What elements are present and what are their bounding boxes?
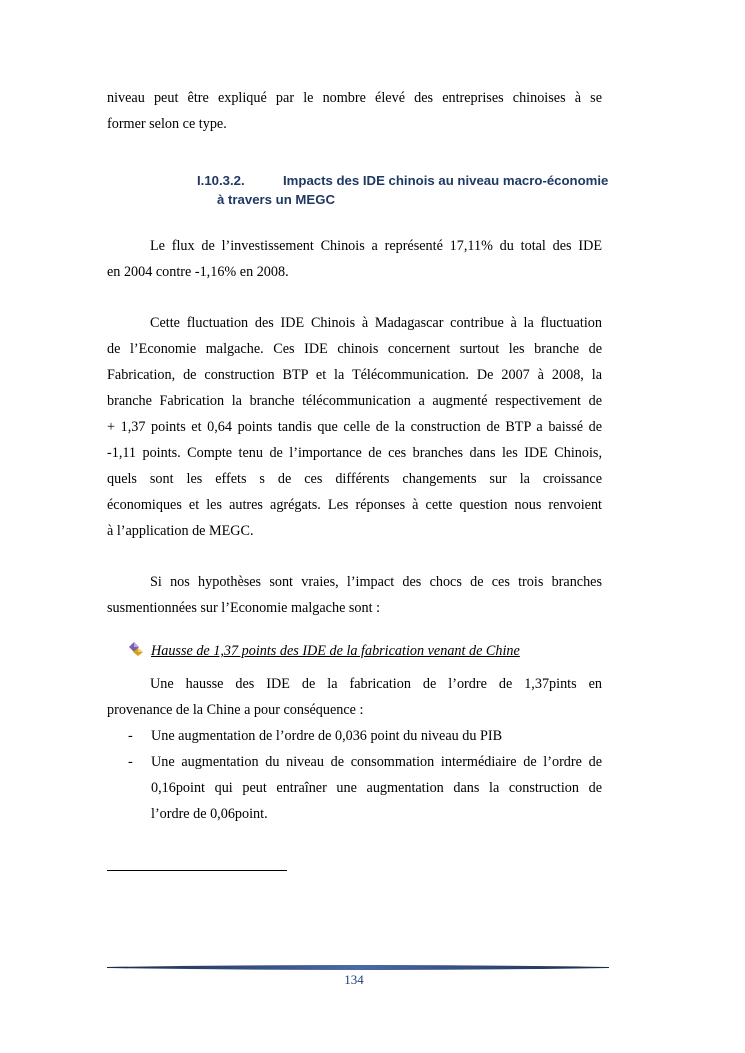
- page-number: 134: [344, 972, 364, 987]
- paragraph-hypotheses: [107, 569, 602, 621]
- text-line: l’ordre de 0,06point.: [151, 806, 268, 822]
- text-line: niveau peut être expliqué par le nombre élevé des entreprises chinoises à se: [107, 90, 602, 106]
- text-line: + 1,37 points et 0,64 points tandis que celle de la construction de BTP a baissé de: [107, 419, 602, 435]
- text-line: susmentionnées sur l’Economie malgache sont :: [107, 600, 381, 616]
- footnote-separator: [107, 870, 287, 871]
- text-line: Fabrication, de construction BTP et la Télécommunication. De 2007 à 2008, la: [107, 367, 602, 383]
- list-dash: -: [128, 754, 133, 770]
- text-line: quels sont les effets s de ces différents changements sur la croissance: [107, 471, 602, 487]
- text-line: Le flux de l’investissement Chinois a représenté 17,11% du total des IDE: [150, 238, 602, 254]
- text-line: en 2004 contre -1,16% en 2008.: [107, 264, 289, 280]
- footer-rule: [107, 964, 609, 972]
- bullet-heading: Hausse de 1,37 points des IDE de la fabrication venant de Chine: [151, 643, 520, 659]
- paragraph-fluctuation: [107, 310, 602, 544]
- text-line: Une augmentation du niveau de consommation intermédiaire de l’ordre de: [151, 754, 602, 770]
- paragraph-intro: [107, 85, 602, 137]
- section-heading: [197, 171, 608, 209]
- section-title-line1: Impacts des IDE chinois au niveau macro-économie: [283, 173, 609, 188]
- text-line: 0,16point qui peut entraîner une augmentation dans la construction de: [151, 780, 602, 796]
- diamond-bullet-icon: [128, 642, 144, 656]
- section-title-line2: à travers un MEGC: [217, 192, 335, 207]
- text-line: former selon ce type.: [107, 116, 227, 132]
- text-line: économiques et les autres agrégats. Les réponses à cette question nous renvoient: [107, 497, 602, 513]
- text-line: Une augmentation de l’ordre de 0,036 point du niveau du PIB: [151, 728, 503, 744]
- text-line: Cette fluctuation des IDE Chinois à Madagascar contribue à la fluctuation: [150, 315, 602, 331]
- text-line: Une hausse des IDE de la fabrication de l’ordre de 1,37pints en: [150, 676, 602, 692]
- paragraph-flux: [107, 233, 602, 285]
- paragraph-hausse: [107, 671, 602, 723]
- list-item: [151, 749, 602, 827]
- text-line: -1,11 points. Compte tenu de l’importance de ces branches dans les IDE Chinois,: [107, 445, 602, 461]
- list-dash: -: [128, 728, 133, 744]
- text-line: de l’Economie malgache. Ces IDE chinois concernent surtout les branche de: [107, 341, 602, 357]
- text-line: provenance de la Chine a pour conséquence :: [107, 702, 364, 718]
- text-line: à l’application de MEGC.: [107, 523, 254, 539]
- list-item: [151, 723, 602, 749]
- text-line: Si nos hypothèses sont vraies, l’impact des chocs de ces trois branches: [150, 574, 602, 590]
- text-line: branche Fabrication la branche télécommunication a augmenté respectivement de: [107, 393, 602, 409]
- section-number: I.10.3.2.: [197, 173, 245, 188]
